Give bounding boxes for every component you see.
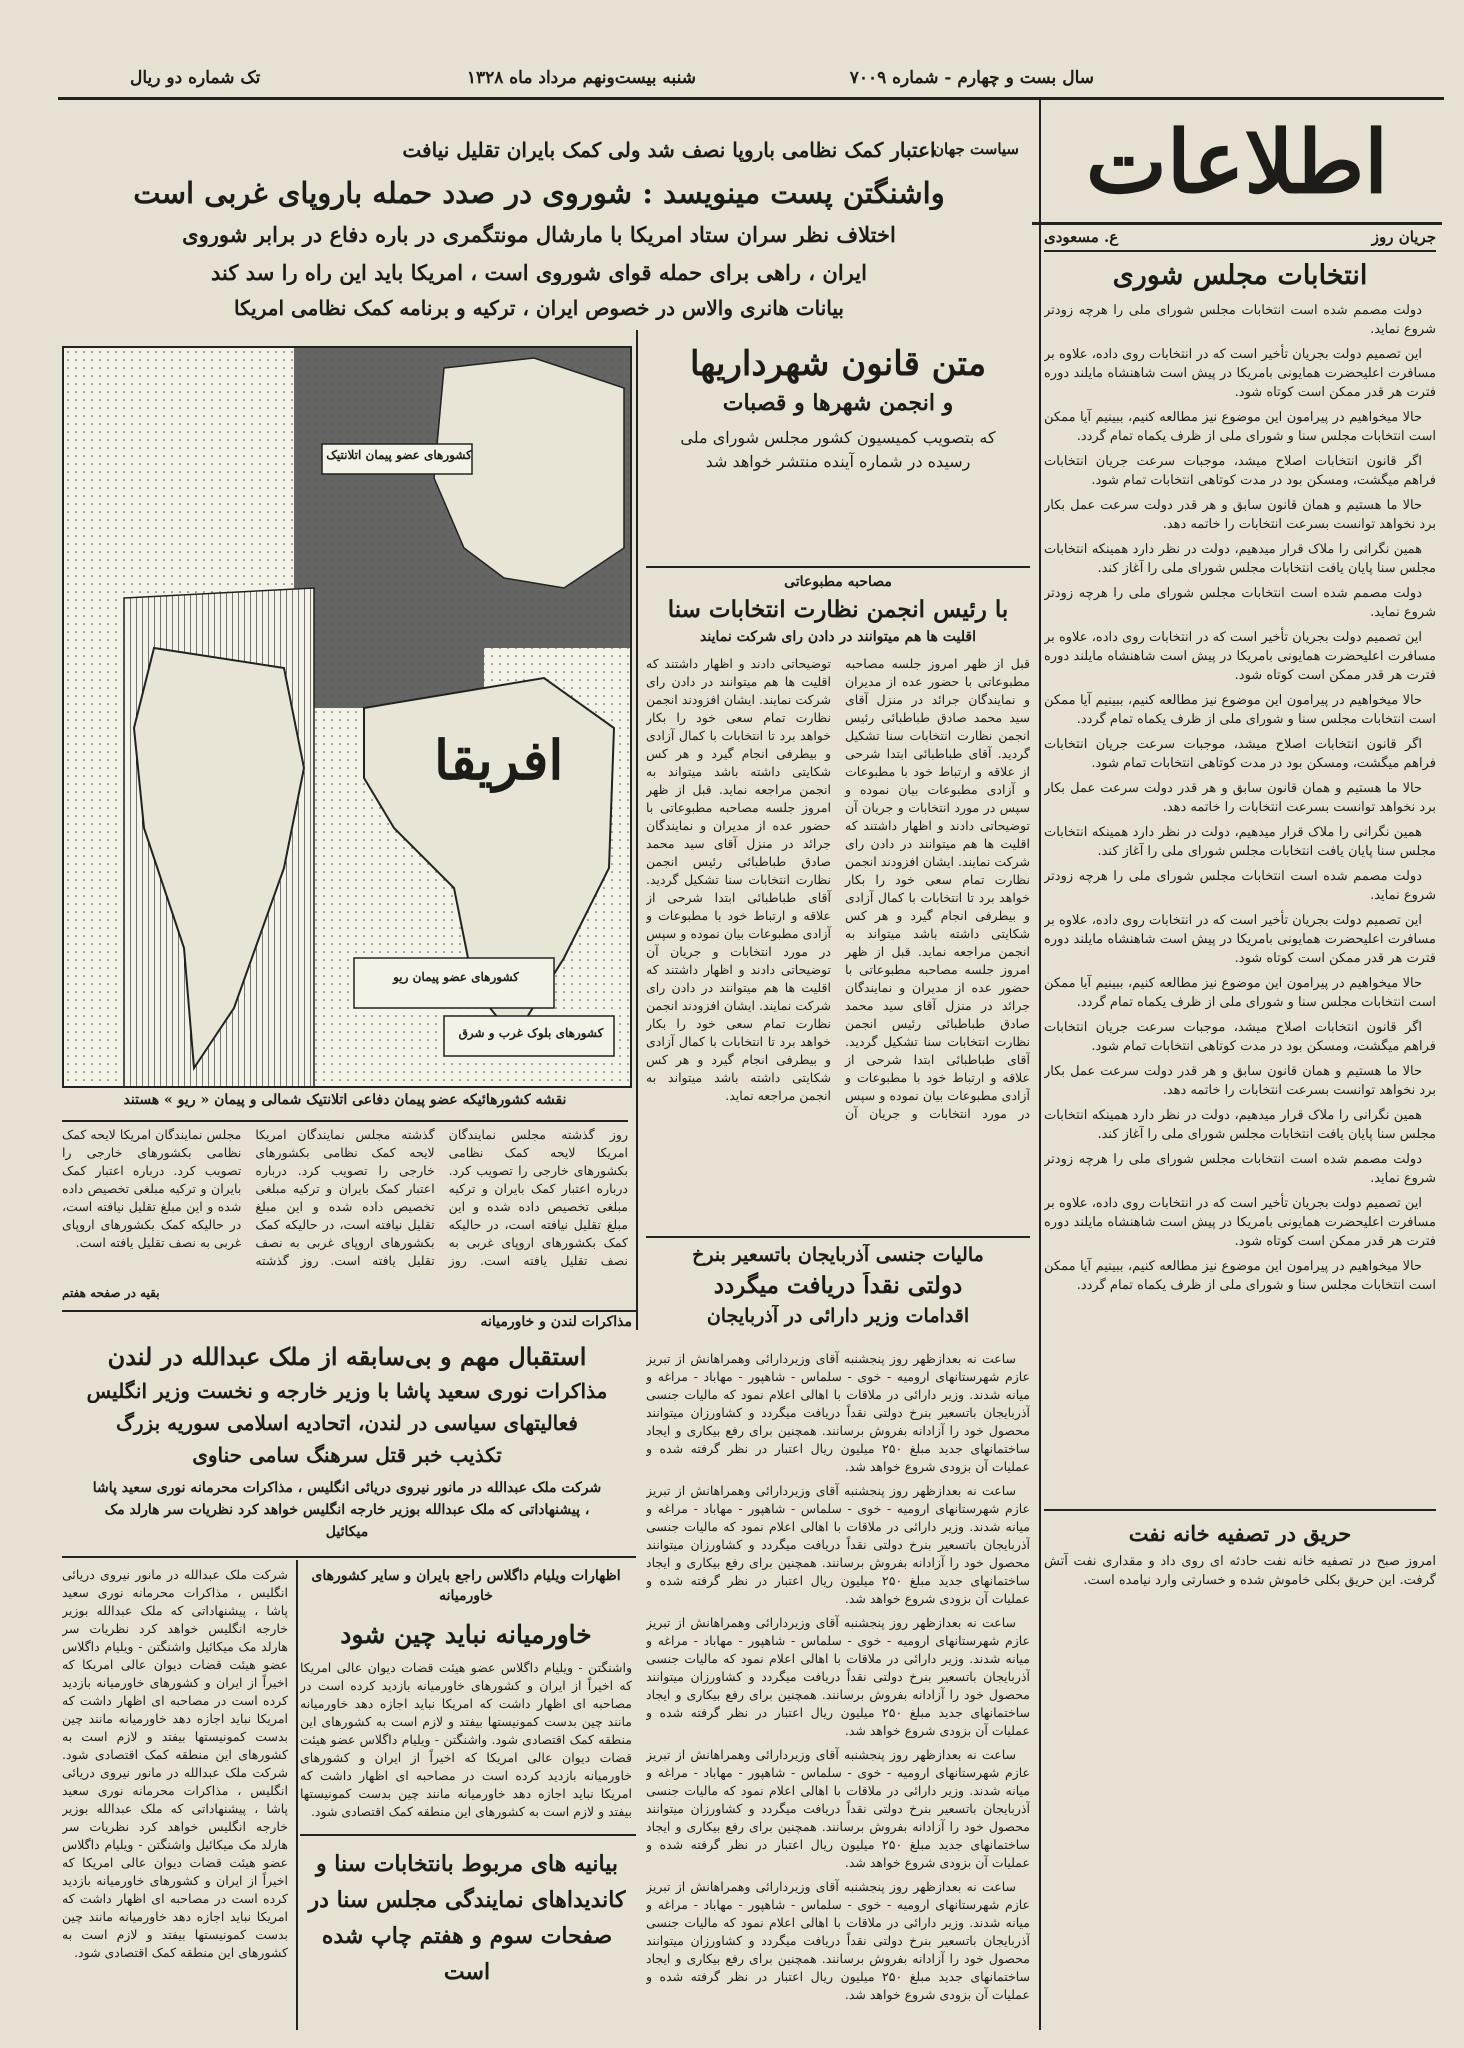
- interview-kicker: مصاحبه مطبوعاتی: [784, 574, 892, 590]
- azerbaijan-article: [646, 1244, 1030, 1327]
- masthead-rule: [1032, 222, 1442, 225]
- london-continued-text: شرکت ملک عبدالله در مانور نیروی دریائی انگلیس ، مذاکرات محرمانه نوری سعید پاشا ، پیشنهاداتی که ملک عبدالله بوزیر خارجه انگلیس خواهد کرد نظریات سر هارلد مک میکائیل: [62, 1567, 288, 1654]
- world-lower-text: روز گذشته مجلس نمایندگان امریکا لایحه کمک نظامی بکشورهای خارجی را تصویب کرد. درباره اعتبار کمک بایران و ترکیه مبلغی تخصیص داده شده و این مبلغ تقلیل نیافته است، در حالیکه کمک بکشورهای اروپای غربی به نصف تقلیل یافته است.: [448, 1127, 628, 1268]
- interview-text: قبل از ظهر امروز جلسه مصاحبه مطبوعاتی با حضور عده از مدیران و نمایندگان جرائد در منزل آقای سید محمد صادق طباطبائی رئیس انجمن نظارت انتخابات سنا تشکیل گردید. آقای طباطبائی ابتدا شرحی از علاقه و ارتباط خود با مطبوعات و آزادی مطبوعات بیان نموده و سپس در مورد انتخابات و جریان آن توضیحاتی دادند و اظهار داشتند که اقلیت ها هم میتوانند در دادن رای شرکت نمایند. ایشان افزودند انجمن نظارت تمام سعی خود را بکار خواهد برد تا انتخابات با کمال آزادی و بیطرفی انجام گیرد و هر کس شکایتی داشته باشد میتواند به انجمن مراجعه نماید.: [646, 782, 831, 1103]
- column-paragraph: همین نگرانی را ملاک قرار میدهیم، دولت در نظر دارد همینکه انتخابات مجلس سنا پایان یافت انتخابات مجلس شورای ملی را آغاز کند.: [1044, 1108, 1436, 1142]
- column-paragraph: حالا میخواهیم در پیرامون این موضوع نیز مطالعه کنیم، ببینیم آیا ممکن است انتخابات مجلس سنا و شورای ملی از ظرف یکماه تمام گردد.: [1044, 976, 1436, 1010]
- column-paragraph: دولت مصمم شده است انتخابات مجلس شورای ملی را هرچه زودتر شروع نماید.: [1044, 1152, 1436, 1186]
- fire-title: حریق در تصفیه خانه نفت: [1128, 1521, 1352, 1546]
- column-paragraph: حالا ما هستیم و همان قانون سابق و هر قدر دولت سرعت عمل بکار برد نخواهد توانست بسرعت انتخابات را خاتمه دهد.: [1044, 781, 1436, 815]
- map-caption: نقشه کشورهائیکه عضو پیمان دفاعی اتلانتیک شمالی و پیمان « ریو » هستند: [123, 1092, 567, 1108]
- azerbaijan-paragraph: ساعت نه بعدازظهر روز پنجشنبه آقای وزیردارائی وهمراهانش از تبریز عازم شهرستانهای ارومیه - خوی - سلماس - شاهپور - مهاباد - مراغه و میانه شدند. وزیر دارائی در ملاقات با اهالی اعلام نمود که مالیات جنسی آذربایجان باتسعیر بنرخ دولتی نقداً دریافت میگردد و کشاورزان میتوانند محصول خود را آزادانه بفروش برسانند. همچنین برای رفع بیکاری و ایجاد ساختمانهای جدید مبلغ ۲۵۰ میلیون ریال اعتبار در نظر گرفته شده و عملیات آن بزودی شروع خواهد شد.: [646, 1483, 1030, 1606]
- azerbaijan-headline-2: دولتی نقداً دریافت میگردد: [713, 1272, 963, 1299]
- interview-title: با رئیس انجمن نظارت انتخابات سنا: [667, 596, 1009, 623]
- middle-east-text: واشنگتن - ویلیام داگلاس عضو هیئت قضات دیوان عالی امریکا که اخیراً از ایران و کشورهای خاورمیانه بازدید کرده است در مصاحبه ای اظهار داشت که امریکا نباید اجازه دهد خاورمیانه مانند چین بدست کمونیستها بیفتد و لازم است به کشورهای این منطقه کمک اقتصادی شود.: [300, 1732, 632, 1819]
- middle-east-deck: اظهارات ویلیام داگلاس راجع بایران و سایر کشورهای خاورمیانه: [311, 1568, 621, 1604]
- left-column: [1044, 228, 1436, 1632]
- column-paragraph: حالا ما هستیم و همان قانون سابق و هر قدر دولت سرعت عمل بکار برد نخواهد توانست بسرعت انتخابات را خاتمه دهد.: [1044, 498, 1436, 532]
- column-paragraph: دولت مصمم شده است انتخابات مجلس شورای ملی را هرچه زودتر شروع نماید.: [1044, 586, 1436, 620]
- east-block-label: کشورهای بلوک غرب و شرق: [458, 1026, 604, 1040]
- middle-east-headline: خاورمیانه نباید چین شود: [340, 1620, 592, 1649]
- london-talks: [62, 1314, 632, 1543]
- issue-price: تک شماره دو ریال: [130, 68, 261, 88]
- world-continued: بقیه در صفحه هفتم: [62, 1286, 160, 1300]
- london-deck-3: تکذیب خبر قتل سرهنگ سامی حناوی: [192, 1443, 502, 1467]
- municipal-rule: [646, 566, 1030, 568]
- london-continued-text: شرکت ملک عبدالله در مانور نیروی دریائی انگلیس ، مذاکرات محرمانه نوری سعید پاشا ، پیشنهاداتی که ملک عبدالله بوزیر خارجه انگلیس خواهد کرد نظریات سر هارلد مک میکائیل: [62, 1765, 288, 1852]
- interview-text: قبل از ظهر امروز جلسه مصاحبه مطبوعاتی با حضور عده از مدیران و نمایندگان جرائد در منزل آقای سید محمد صادق طباطبائی رئیس انجمن نظارت انتخابات سنا تشکیل گردید. آقای طباطبائی ابتدا شرحی از علاقه و ارتباط خود با مطبوعات و آزادی مطبوعات بیان نموده و سپس در مورد انتخابات و جریان آن توضیحاتی دادند و اظهار داشتند که اقلیت ها هم میتوانند در دادن رای شرکت نمایند. ایشان افزودند انجمن نظارت تمام سعی خود را بکار خواهد برد تا انتخابات با کمال آزادی و بیطرفی انجام گیرد و هر کس شکایتی داشته باشد میتواند به انجمن مراجعه نماید.: [646, 656, 1030, 1121]
- london-top-rule: [62, 1310, 636, 1312]
- middle-east-article: [300, 1566, 632, 1865]
- column-author: ع. مسعودی: [1044, 228, 1119, 246]
- notice-rule: [300, 1834, 636, 1836]
- municipal-law: [646, 336, 1030, 562]
- world-top-line: اعتبار کمک نظامی باروپا نصف شد ولی کمک بایران تقلیل نیافت: [402, 138, 936, 162]
- column-paragraph: اگر قانون انتخابات اصلاح میشد، موجبات سرعت جریان انتخابات فراهم میگشت، ومسکن بود در مدت کوتاهی انتخابات تمام شود.: [1044, 1020, 1436, 1054]
- column-paragraph: همین نگرانی را ملاک قرار میدهیم، دولت در نظر دارد همینکه انتخابات مجلس سنا پایان یافت انتخابات مجلس شورای ملی را آغاز کند.: [1044, 825, 1436, 859]
- map-caption-rule: [62, 1120, 628, 1122]
- london-lead: شرکت ملک عبدالله در مانور نیروی دریائی انگلیس ، مذاکرات محرمانه نوری سعید پاشا ، پیشنهاداتی که ملک عبدالله بوزیر خارجه انگلیس خواهد کرد نظریات سر هارلد مک میکائیل: [92, 1480, 602, 1540]
- azerbaijan-paragraph: ساعت نه بعدازظهر روز پنجشنبه آقای وزیردارائی وهمراهانش از تبریز عازم شهرستانهای ارومیه - خوی - سلماس - شاهپور - مهاباد - مراغه و میانه شدند. وزیر دارائی در ملاقات با اهالی اعلام نمود که مالیات جنسی آذربایجان باتسعیر بنرخ دولتی نقداً دریافت میگردد و کشاورزان میتوانند محصول خود را آزادانه بفروش برسانند. همچنین برای رفع بیکاری و ایجاد ساختمانهای جدید مبلغ ۲۵۰ میلیون ریال اعتبار در نظر گرفته شده و عملیات آن بزودی شروع خواهد شد.: [646, 1747, 1030, 1870]
- interview-body: [646, 655, 1030, 1195]
- column-separator: [1039, 100, 1041, 2030]
- world-lower-text: روز گذشته مجلس نمایندگان امریکا لایحه کمک نظامی بکشورهای خارجی را تصویب کرد. درباره اعتبار کمک بایران و ترکیه مبلغی تخصیص داده شده و این مبلغ تقلیل نیافته است، در حالیکه کمک بکشورهای اروپای غربی به نصف تقلیل یافته است.: [255, 1127, 467, 1268]
- interview-rule: [646, 1236, 1030, 1238]
- london-continued-text: واشنگتن - ویلیام داگلاس عضو هیئت قضات دیوان عالی امریکا که اخیراً از ایران و کشورهای خاورمیانه بازدید کرده است در مصاحبه ای اظهار داشت که امریکا نباید اجازه دهد خاورمیانه مانند چین بدست کمونیستها بیفتد و لازم است به کشورهای این منطقه کمک اقتصادی شود.: [62, 1837, 288, 1960]
- column-title: انتخابات مجلس شوری: [1112, 260, 1368, 291]
- municipal-subtitle: و انجمن شهرها و قصبات: [722, 390, 954, 416]
- column-paragraph: دولت مصمم شده است انتخابات مجلس شورای ملی را هرچه زودتر شروع نماید.: [1044, 303, 1436, 337]
- azerbaijan-paragraph: ساعت نه بعدازظهر روز پنجشنبه آقای وزیردارائی وهمراهانش از تبریز عازم شهرستانهای ارومیه - خوی - سلماس - شاهپور - مهاباد - مراغه و میانه شدند. وزیر دارائی در ملاقات با اهالی اعلام نمود که مالیات جنسی آذربایجان باتسعیر بنرخ دولتی نقداً دریافت میگردد و کشاورزان میتوانند محصول خود را آزادانه بفروش برسانند. همچنین برای رفع بیکاری و ایجاد ساختمانهای جدید مبلغ ۲۵۰ میلیون ریال اعتبار در نظر گرفته شده و عملیات آن بزودی شروع خواهد شد.: [646, 1351, 1030, 1474]
- azerbaijan-headline-1: مالیات جنسی آذربایجان باتسعیر بنرخ: [692, 1244, 984, 1266]
- senate-interview: [646, 574, 1030, 1195]
- middle-east-text: واشنگتن - ویلیام داگلاس عضو هیئت قضات دیوان عالی امریکا که اخیراً از ایران و کشورهای خاورمیانه بازدید کرده است در مصاحبه ای اظهار داشت که امریکا نباید اجازه دهد خاورمیانه مانند چین بدست کمونیستها بیفتد و لازم است به کشورهای این منطقه کمک اقتصادی شود.: [300, 1660, 632, 1747]
- column-paragraph: دولت مصمم شده است انتخابات مجلس شورای ملی را هرچه زودتر شروع نماید.: [1044, 869, 1436, 903]
- column-paragraph: حالا ما هستیم و همان قانون سابق و هر قدر دولت سرعت عمل بکار برد نخواهد توانست بسرعت انتخابات را خاتمه دهد.: [1044, 1064, 1436, 1098]
- column-paragraph: حالا میخواهیم در پیرامون این موضوع نیز مطالعه کنیم، ببینیم آیا ممکن است انتخابات مجلس سنا و شورای ملی از ظرف یکماه تمام گردد.: [1044, 410, 1436, 444]
- london-section: مذاکرات لندن و خاورمیانه: [480, 1314, 632, 1330]
- world-section: سیاست جهان: [933, 140, 1019, 158]
- column-paragraph: این تصمیم دولت بجریان تأخیر است که در انتخابات روی داده، علاوه بر مسافرت اعلیحضرت همایونی بامریکا در پیش است شاهنشاه مایلند دوره فترت هر قدر ممکن است کوتاه شود.: [1044, 347, 1436, 400]
- column-paragraph: این تصمیم دولت بجریان تأخیر است که در انتخابات روی داده، علاوه بر مسافرت اعلیحضرت همایونی بامریکا در پیش است شاهنشاه مایلند دوره فترت هر قدر ممکن است کوتاه شود.: [1044, 1196, 1436, 1249]
- world-lower-text: روز گذشته مجلس نمایندگان امریکا لایحه کمک نظامی بکشورهای خارجی را تصویب کرد. درباره اعتبار کمک بایران و ترکیه مبلغی تخصیص داده شده و این مبلغ تقلیل نیافته است، در حالیکه کمک بکشورهای اروپای غربی به نصف تقلیل یافته است.: [62, 1127, 319, 1268]
- rio-label: کشورهای عضو پیمان ریو: [393, 970, 519, 984]
- notice-text: بیانیه های مربوط بانتخابات سنا و کاندیداهای نمایندگی مجلس سنا در صفحات سوم و هفتم چاپ شده است: [308, 1851, 626, 1985]
- interview-subtitle: اقلیت ها هم میتوانند در دادن رای شرکت نمایند: [700, 629, 976, 645]
- africa-label: افریقا: [434, 728, 564, 792]
- london-continued-body: [62, 1566, 288, 2024]
- map-column-rule: [636, 330, 638, 1330]
- column-paragraph: اگر قانون انتخابات اصلاح میشد، موجبات سرعت جریان انتخابات فراهم میگشت، ومسکن بود در مدت کوتاهی انتخابات تمام شود.: [1044, 454, 1436, 488]
- column-paragraph: این تصمیم دولت بجریان تأخیر است که در انتخابات روی داده، علاوه بر مسافرت اعلیحضرت همایونی بامریکا در پیش است شاهنشاه مایلند دوره فترت هر قدر ممکن است کوتاه شود.: [1044, 630, 1436, 683]
- column-paragraph: اگر قانون انتخابات اصلاح میشد، موجبات سرعت جریان انتخابات فراهم میگشت، ومسکن بود در مدت کوتاهی انتخابات تمام شود.: [1044, 737, 1436, 771]
- atlantic-label: کشورهای عضو پیمان اتلانتیک: [326, 448, 472, 462]
- azerbaijan-paragraph: ساعت نه بعدازظهر روز پنجشنبه آقای وزیردارائی وهمراهانش از تبریز عازم شهرستانهای ارومیه - خوی - سلماس - شاهپور - مهاباد - مراغه و میانه شدند. وزیر دارائی در ملاقات با اهالی اعلام نمود که مالیات جنسی آذربایجان باتسعیر بنرخ دولتی نقداً دریافت میگردد و کشاورزان میتوانند محصول خود را آزادانه بفروش برسانند. همچنین برای رفع بیکاری و ایجاد ساختمانهای جدید مبلغ ۲۵۰ میلیون ریال اعتبار در نظر گرفته شده و عملیات آن بزودی شروع خواهد شد.: [646, 1879, 1030, 2002]
- azerbaijan-body: [646, 1350, 1030, 2025]
- municipal-title: متن قانون شهرداریها: [689, 344, 987, 384]
- column-paragraph: همین نگرانی را ملاک قرار میدهیم، دولت در نظر دارد همینکه انتخابات مجلس سنا پایان یافت انتخابات مجلس شورای ملی را آغاز کند.: [1044, 542, 1436, 576]
- column-section: جریان روز: [1371, 228, 1436, 246]
- world-deck-3: بیانات هانری والاس در خصوص ایران ، ترکیه و برنامه کمک نظامی امریکا: [234, 296, 844, 320]
- column-paragraph: حالا میخواهیم در پیرامون این موضوع نیز مطالعه کنیم، ببینیم آیا ممکن است انتخابات مجلس سنا و شورای ملی از ظرف یکماه تمام گردد.: [1044, 693, 1436, 727]
- masthead: اطلاعات: [1085, 112, 1389, 213]
- column-body: [1044, 301, 1436, 1501]
- year-issue: سال بست و چهارم - شماره ۷۰۰۹: [849, 68, 1094, 88]
- london-continued-text: واشنگتن - ویلیام داگلاس عضو هیئت قضات دیوان عالی امریکا که اخیراً از ایران و کشورهای خاورمیانه بازدید کرده است در مصاحبه ای اظهار داشت که امریکا نباید اجازه دهد خاورمیانه مانند چین بدست کمونیستها بیفتد و لازم است به کشورهای این منطقه کمک اقتصادی شود.: [62, 1639, 288, 1762]
- azerbaijan-paragraph: ساعت نه بعدازظهر روز پنجشنبه آقای وزیردارائی وهمراهانش از تبریز عازم شهرستانهای ارومیه - خوی - سلماس - شاهپور - مهاباد - مراغه و میانه شدند. وزیر دارائی در ملاقات با اهالی اعلام نمود که مالیات جنسی آذربایجان باتسعیر بنرخ دولتی نقداً دریافت میگردد و کشاورزان میتوانند محصول خود را آزادانه بفروش برسانند. همچنین برای رفع بیکاری و ایجاد ساختمانهای جدید مبلغ ۲۵۰ میلیون ریال اعتبار در نظر گرفته شده و عملیات آن بزودی شروع خواهد شد.: [646, 1615, 1030, 1738]
- issue-date: شنبه بیست‌ونهم مرداد ماه ۱۳۲۸: [466, 68, 696, 88]
- london-headline: استقبال مهم و بی‌سابقه از ملک عبدالله در لندن: [107, 1342, 587, 1371]
- column-paragraph: حالا میخواهیم در پیرامون این موضوع نیز مطالعه کنیم، ببینیم آیا ممکن است انتخابات مجلس سنا و شورای ملی از ظرف یکماه تمام گردد.: [1044, 1259, 1436, 1293]
- interview-text: قبل از ظهر امروز جلسه مصاحبه مطبوعاتی با حضور عده از مدیران و نمایندگان جرائد در منزل آقای سید محمد صادق طباطبائی رئیس انجمن نظارت انتخابات سنا تشکیل گردید. آقای طباطبائی ابتدا شرحی از علاقه و ارتباط خود با مطبوعات و آزادی مطبوعات بیان نموده و سپس در مورد انتخابات و جریان آن توضیحاتی دادند و اظهار داشتند که اقلیت ها هم میتوانند در دادن رای شرکت نمایند. ایشان افزودند انجمن نظارت تمام سعی خود را بکار خواهد برد تا انتخابات با کمال آزادی و بیطرفی انجام گیرد و هر کس شکایتی داشته باشد میتواند به انجمن مراجعه نماید.: [845, 656, 1030, 959]
- azerbaijan-headline-3: اقدامات وزیر دارائی در آذربایجان: [706, 1305, 970, 1327]
- london-deck-2: فعالیتهای سیاسی در لندن، اتحادیه اسلامی سوریه بزرگ: [116, 1411, 578, 1435]
- world-deck-1: اختلاف نظر سران ستاد امریکا با مارشال مونتگمری در باره دفاع در برابر شوروی: [182, 222, 896, 247]
- municipal-text: که بتصویب کمیسیون کشور مجلس شورای ملی رسیده در شماره آینده منتشر خواهد شد: [680, 428, 996, 471]
- world-deck-2: ایران ، راهی برای حمله قوای شوروی است ، امریکا باید این راه را سد کند: [211, 260, 867, 285]
- column-paragraph: این تصمیم دولت بجریان تأخیر است که در انتخابات روی داده، علاوه بر مسافرت اعلیحضرت همایونی بامریکا در پیش است شاهنشاه مایلند دوره فترت هر قدر ممکن است کوتاه شود.: [1044, 913, 1436, 966]
- london-deck-1: مذاکرات نوری سعید پاشا با وزیر خارجه و نخست وزیر انگلیس: [86, 1379, 608, 1403]
- world-headline: واشنگتن پست مینویسد : شوروی در صدد حمله باروپای غربی است: [133, 176, 945, 210]
- nato-rio-map: [62, 346, 632, 1088]
- middle-east-vrule: [296, 1560, 298, 2030]
- fire-body: امروز صبح در تصفیه خانه نفت حادثه ای روی داد و مقداری نفت آتش گرفت. این حریق بکلی خاموش شده و خسارتی وارد نیامده است.: [1044, 1554, 1436, 1588]
- world-lower-body: [62, 1126, 628, 1296]
- middle-east-rule: [62, 1556, 636, 1558]
